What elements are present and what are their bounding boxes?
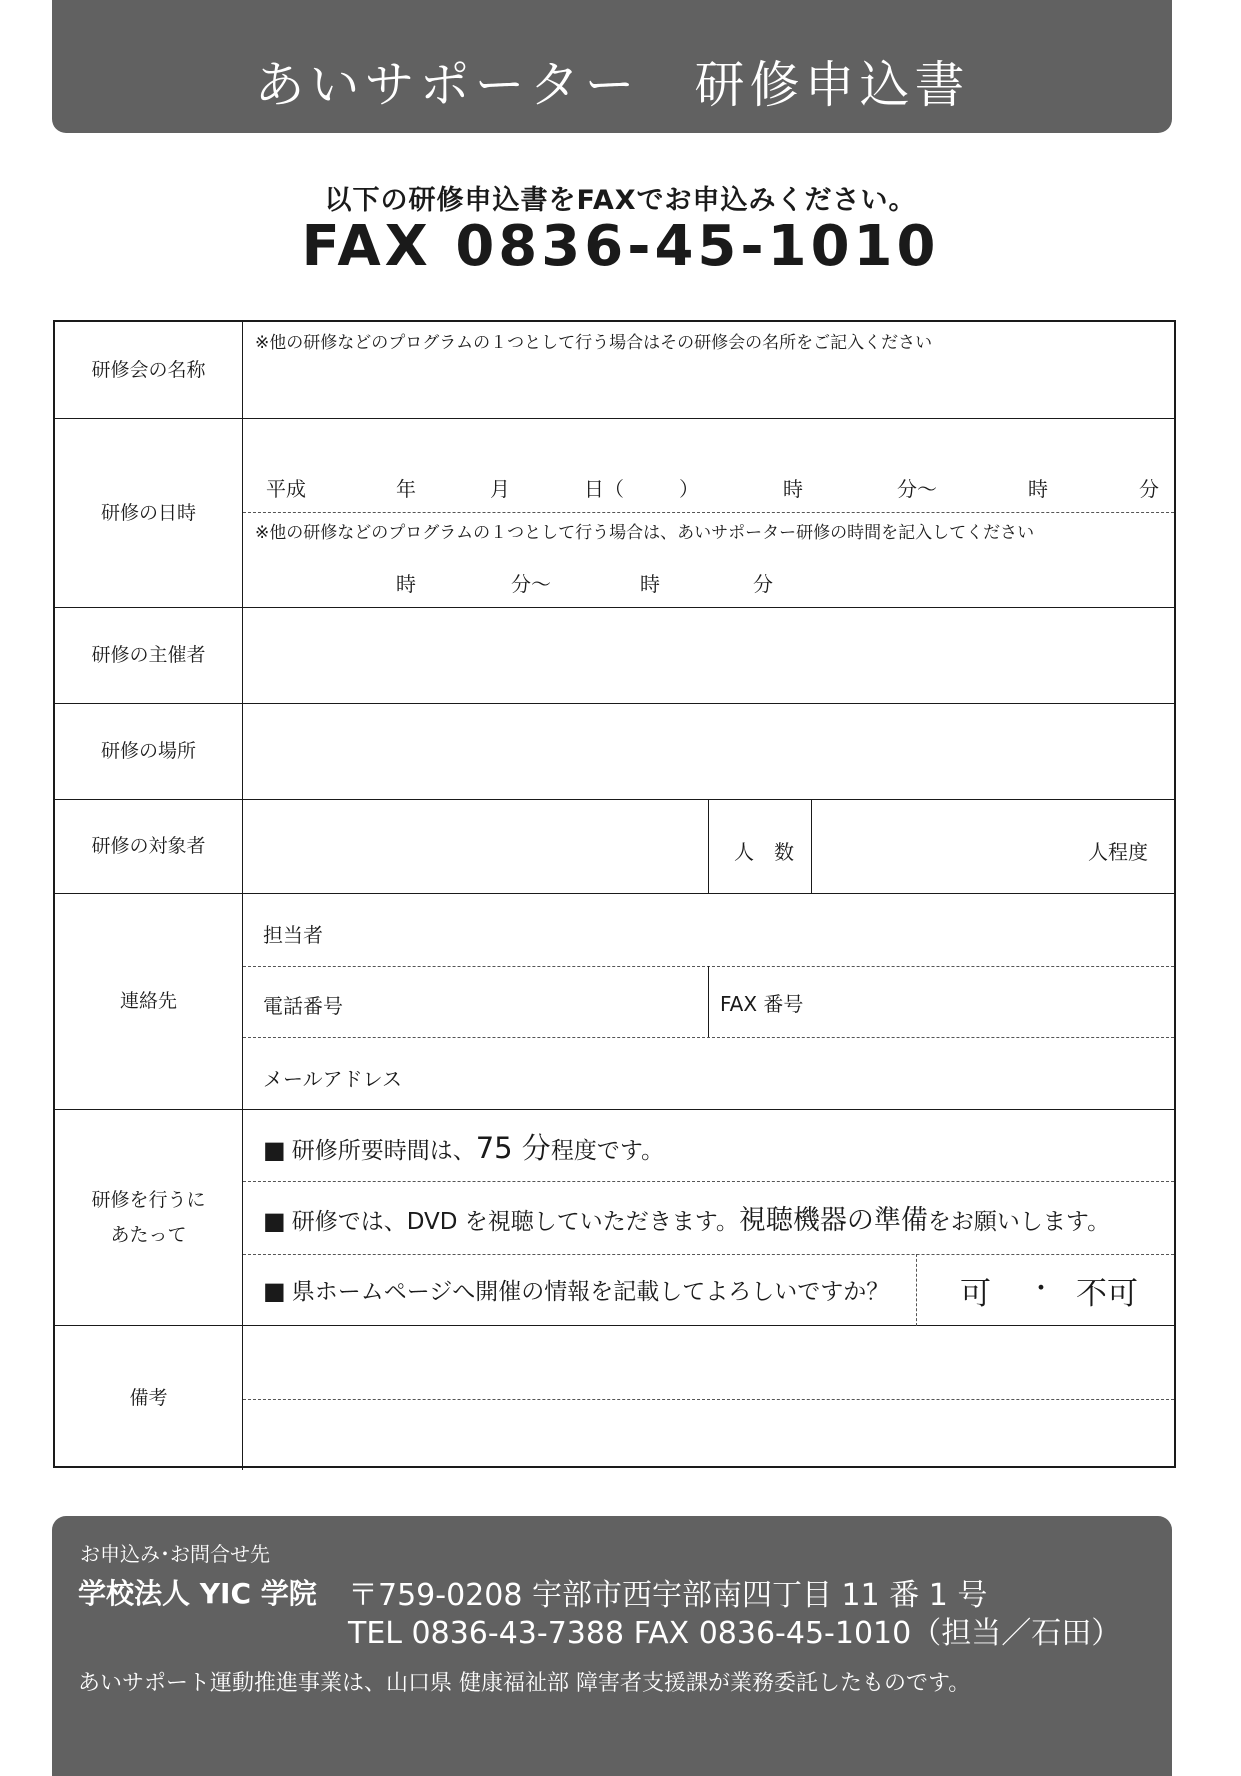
form-label-target: 研修の対象者	[55, 800, 243, 893]
conduct-label-line2: あたって	[110, 1223, 187, 1246]
phone-field[interactable]	[243, 967, 708, 1037]
bullet1-duration-value: 75 分	[475, 1131, 551, 1165]
email-field[interactable]	[243, 1038, 1174, 1110]
page-title: あいサポーター 研修申込書	[254, 56, 970, 114]
count-suffix: 人程度	[1088, 840, 1148, 864]
form-row-datetime	[55, 419, 1174, 608]
form-row-contact	[55, 894, 1174, 1110]
datetime-field[interactable]	[243, 419, 1174, 607]
form-label-organizer: 研修の主催者	[55, 608, 243, 703]
minute-label: 分	[1139, 477, 1159, 501]
bullet-dvd	[263, 1198, 1110, 1237]
datetime-divider	[243, 512, 1174, 513]
conduct-cell	[243, 1110, 1174, 1325]
sub-hour2-label: 時	[640, 572, 660, 596]
bullet-mark: ■	[263, 1207, 286, 1235]
name-note: ※他の研修などのプログラムの１つとして行う場合はその研修会の名所をご記入ください	[255, 333, 933, 353]
form-row-target	[55, 800, 1174, 894]
fax-label: FAX 番号	[720, 992, 804, 1016]
application-form	[53, 320, 1176, 1468]
form-row-name	[55, 322, 1174, 419]
header-bar	[52, 0, 1172, 133]
conduct-label-line1: 研修を行うに	[91, 1189, 206, 1212]
sub-minute-label: 分	[753, 572, 773, 596]
minute-from-label: 分〜	[897, 477, 937, 501]
sub-minute-from-label: 分〜	[511, 572, 551, 596]
fax-number-heading: FAX 0836-45-1010	[301, 214, 940, 279]
conduct-divider-2	[243, 1254, 1174, 1255]
form-row-organizer	[55, 608, 1174, 704]
instruction-text: 以下の研修申込書をFAXでお申込みください。	[324, 185, 917, 216]
hour2-label: 時	[1028, 477, 1048, 501]
footer-label: お申込み･お問合せ先	[80, 1542, 270, 1566]
option-no[interactable]: 不可	[1076, 1276, 1138, 1312]
footer-org: 学校法人 YIC 学院	[78, 1577, 317, 1610]
organizer-field[interactable]	[243, 608, 1174, 703]
era-label: 平成	[266, 477, 306, 501]
form-label-contact: 連絡先	[55, 894, 243, 1109]
place-field[interactable]	[243, 704, 1174, 799]
hour-label: 時	[783, 477, 803, 501]
day-close-paren: ）	[679, 477, 699, 501]
footer-contact-box	[52, 1516, 1172, 1776]
person-label: 担当者	[263, 923, 323, 947]
bullet-duration	[263, 1126, 664, 1167]
option-yes[interactable]: 可	[960, 1276, 991, 1312]
footer-address: 〒759-0208 宇部市西宇部南四丁目 11 番 1 号	[348, 1578, 988, 1613]
footer-tel-fax: TEL 0836-43-7388 FAX 0836-45-1010（担当／石田）	[348, 1616, 1122, 1651]
bullet-mark: ■	[263, 1136, 286, 1164]
contact-cell	[243, 894, 1174, 1109]
bullet1-text-a: 研修所要時間は、	[291, 1138, 476, 1164]
target-divider	[708, 800, 709, 893]
form-row-conduct	[55, 1110, 1174, 1326]
bullet3-text: 県ホームページへ開催の情報を記載してよろしいですか？	[291, 1279, 890, 1305]
fax-field[interactable]	[709, 967, 1174, 1037]
option-separator: ・	[1028, 1274, 1055, 1304]
form-row-remarks	[55, 1326, 1174, 1470]
day-label: 日（	[584, 477, 624, 501]
count-label: 人 数	[734, 840, 794, 864]
form-label-name: 研修会の名称	[55, 322, 243, 418]
email-label: メールアドレス	[263, 1067, 402, 1091]
bullet-mark: ■	[263, 1277, 286, 1305]
form-label-remarks: 備考	[55, 1326, 243, 1470]
bullet2-text-c: をお願いします。	[927, 1209, 1111, 1235]
bullet1-text-c: 程度です。	[550, 1138, 664, 1164]
publish-options-divider	[916, 1254, 917, 1326]
bullet2-emphasis: 視聴機器の準備	[738, 1205, 928, 1236]
form-row-place	[55, 704, 1174, 800]
name-field[interactable]	[243, 322, 1174, 418]
bullet-publish	[263, 1273, 889, 1306]
form-label-conduct	[55, 1110, 243, 1325]
bullet2-text-a: 研修では、DVD を視聴していただきます。	[291, 1209, 739, 1235]
phone-label: 電話番号	[263, 994, 343, 1018]
person-field[interactable]	[243, 894, 1174, 966]
footer-note: あいサポート運動推進事業は、山口県 健康福祉部 障害者支援課が業務委託したものです。	[78, 1671, 971, 1696]
month-label: 月	[490, 477, 510, 501]
remarks-field[interactable]	[243, 1326, 1174, 1470]
form-label-datetime: 研修の日時	[55, 419, 243, 607]
year-label: 年	[396, 477, 416, 501]
remarks-divider	[243, 1399, 1174, 1400]
datetime-note: ※他の研修などのプログラムの１つとして行う場合は、あいサポーター研修の時間を記入してください	[255, 523, 1035, 543]
target-field[interactable]	[243, 800, 1174, 893]
sub-hour-label: 時	[396, 572, 416, 596]
form-label-place: 研修の場所	[55, 704, 243, 799]
conduct-divider-1	[243, 1181, 1174, 1182]
count-field[interactable]	[812, 800, 1174, 893]
